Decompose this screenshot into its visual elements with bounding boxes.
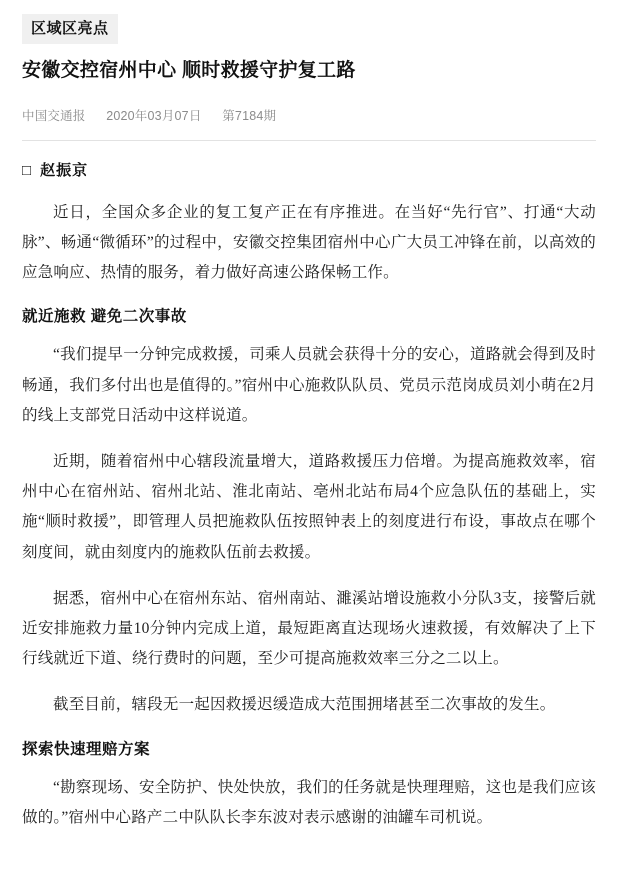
article-paragraph: 据悉，宿州中心在宿州东站、宿州南站、濉溪站增设施救小分队3支，接警后就近安排施救力量10分钟内完成上道，最短距离直达现场火速救援，有效解决了上下行线就近下道、绕行费时的问题，至少可提高施救效率三分之二以上。 [22,589,596,668]
byline [22,159,596,180]
article-subheading: 探索快速理赔方案 [22,740,151,758]
article-paragraph: 截至目前，辖段无一起因救援迟缓造成大范围拥堵甚至二次事故的发生。 [53,696,556,714]
article-paragraph: “勘察现场、安全防护、快处快放，我们的任务就是快理理赔，这也是我们应该做的。”宿州中心路产二中队队长李东波对表示感谢的油罐车司机说。 [22,778,596,826]
kicker-row [22,14,596,44]
meta-source: 中国交通报 [22,108,86,123]
article-paragraph: 近期，随着宿州中心辖段流量增大，道路救援压力倍增。为提高施救效率，宿州中心在宿州站、宿州北站、淮北南站、亳州北站布局4个应急队伍的基础上，实施“顺时救援”，即管理人员把施救队伍按照钟表上的刻度进行布设，事故点在哪个刻度间，就由刻度内的施救队伍前去救援。 [22,452,596,561]
article-meta [22,106,596,124]
byline-author: 赵振京 [40,161,89,179]
header-divider [22,140,596,141]
byline-marker: □ [22,161,33,179]
page-title: 安徽交控宿州中心 顺时救援守护复工路 [22,60,356,81]
article-paragraph: 近日，全国众多企业的复工复产正在有序推进。在当好“先行官”、打通“大动脉”、畅通“微循环”的过程中，安徽交控集团宿州中心广大员工冲锋在前，以高效的应急响应、热情的服务，着力做好高速公路保畅工作。 [22,203,596,282]
meta-issue: 第7184期 [222,108,277,123]
article-subheading: 就近施救 避免二次事故 [22,308,187,326]
article-paragraph: “我们提早一分钟完成救援，司乘人员就会获得十分的安心，道路就会得到及时畅通，我们多付出也是值得的。”宿州中心施救队队员、党员示范岗成员刘小萌在2月的线上支部党日活动中这样说道。 [22,346,596,424]
section-kicker: 区域区亮点 [22,14,118,44]
meta-date: 2020年03月07日 [106,108,202,123]
